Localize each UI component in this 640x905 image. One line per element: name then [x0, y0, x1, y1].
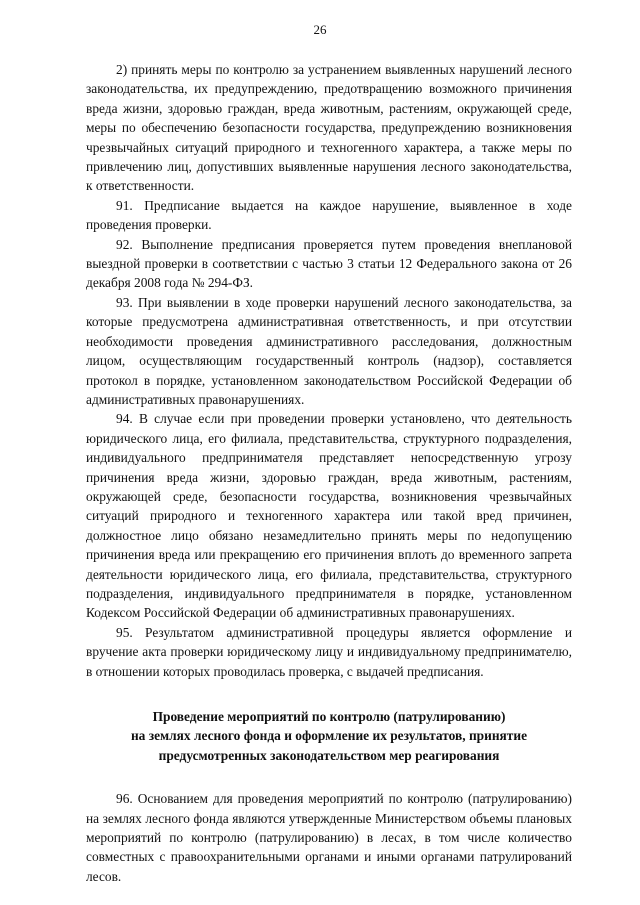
page-number: 26: [313, 22, 327, 37]
section-heading-line-3: предусмотренных законодательством мер реагирования: [158, 747, 500, 763]
paragraph-95: 95. Результатом административной процедуры является оформление и вручение акта проверки юридическому лицу и индивидуальному предпринимателю, в отношении которых проводилась проверка, с выдачей предписания.: [86, 624, 572, 679]
paragraph-92: 92. Выполнение предписания проверяется путем проведения внеплановой выездной проверки в соответствии с частью 3 статьи 12 Федерального закона от 26 декабря 2008 года № 294-ФЗ.: [86, 236, 572, 291]
section-heading-line-2: на землях лесного фонда и оформление их результатов, принятие: [130, 728, 528, 744]
paragraph-item-2: 2) принять меры по контролю за устранением выявленных нарушений лесного законодательства, их предупреждению, предотвращению возможного причинения вреда жизни, здоровью граждан, вреда животным, растениям, окружающей среде, меры по обеспечению безопасности государства, предупреждению возникновения чрезвычайных ситуаций природного и техногенного характера, а также меры по привлечению лиц, допустивших выявленные нарушения лесного законодательства, к ответственности.: [86, 62, 572, 194]
paragraph-94: 94. В случае если при проведении проверки установлено, что деятельность юридического лица, его филиала, представительства, структурного подразделения, индивидуального предпринимателя представляет непосредственную угрозу причинения вреда жизни, здоровью граждан, вреда животным, растениям, окружающей среде, безопасности государства, возникновения чрезвычайных ситуаций природного и техногенного характера или такой вред причинен, должностное лицо обязано незамедлительно принять меры по недопущению причинения вреда или прекращению его причинения вплоть до временного запрета деятельности юридического лица, его филиала, представительства, структурного подразделения, индивидуального предпринимателя в порядке, установленном Кодексом Российской Федерации об административных правонарушениях.: [86, 411, 572, 621]
paragraph-93: 93. При выявлении в ходе проверки нарушений лесного законодательства, за которые предусмотрена административная ответственность, и при отсутствии необходимости проведения административного расследования, должностным лицом, осуществляющим государственный контроль (надзор), составляется протокол в порядке, установленном законодательством Российской Федерации об административных правонарушениях.: [86, 294, 572, 407]
paragraph-91: 91. Предписание выдается на каждое нарушение, выявленное в ходе проведения проверки.: [86, 197, 572, 233]
paragraph-96: 96. Основанием для проведения мероприятий по контролю (патрулированию) на землях лесного фонда являются утвержденные Министерством объемы плановых мероприятий по контролю (патрулированию) в лесах, в том числе количество совместных с правоохранительными органами и иными органами патрулирований лесов.: [86, 791, 572, 884]
section-heading: [86, 707, 572, 765]
section-heading-line-1: Проведение мероприятий по контролю (патрулированию): [152, 709, 506, 724]
document-body: [86, 60, 572, 886]
